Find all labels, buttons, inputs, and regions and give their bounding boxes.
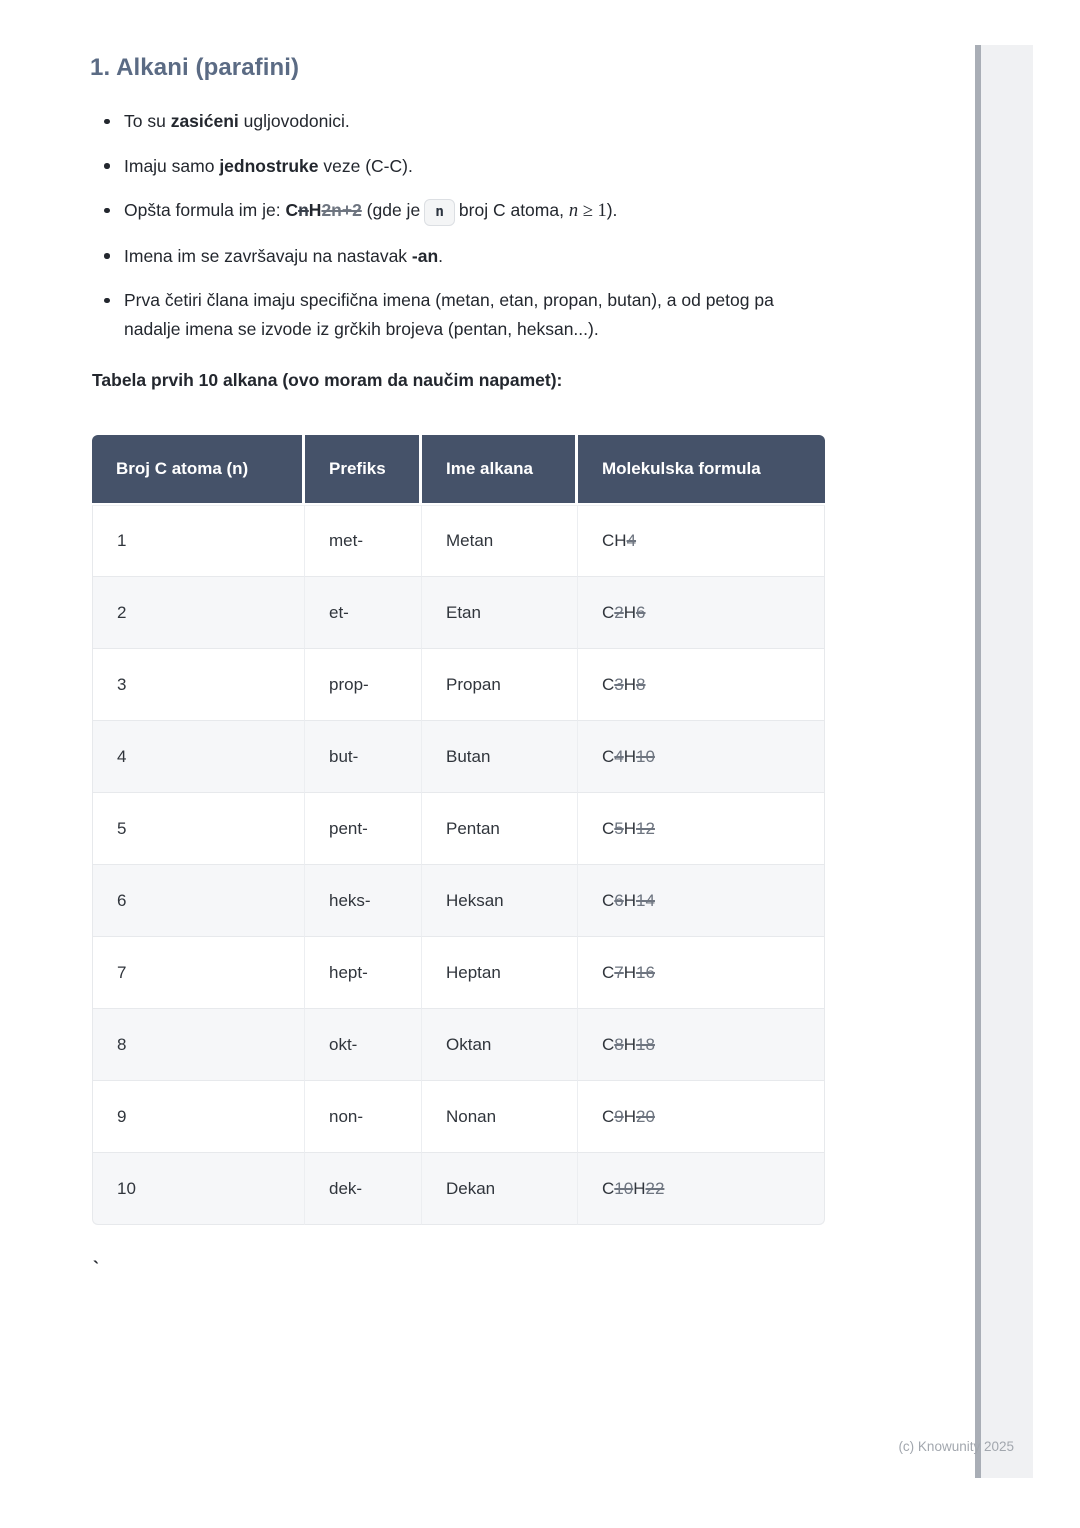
table-row xyxy=(92,1081,825,1153)
header-prefiks: Prefiks xyxy=(305,435,422,505)
formula-subscript-struck: 8 xyxy=(636,674,646,694)
text-segment-normal: ). xyxy=(606,200,618,220)
formula-element: H xyxy=(623,818,637,838)
page-title: 1. Alkani (parafini) xyxy=(90,54,300,81)
formula-element: C xyxy=(602,602,615,622)
formula-element: H xyxy=(623,890,637,910)
cell-prefiks: pent- xyxy=(305,793,422,865)
text-segment-normal: To su xyxy=(124,111,171,131)
formula-subscript-struck: 3 xyxy=(614,674,624,694)
text-segment-normal: (gde je xyxy=(361,200,421,220)
formula-element: H xyxy=(623,1034,637,1054)
formula-subscript-struck: 10 xyxy=(614,1178,634,1198)
formula-element: C xyxy=(602,1178,615,1198)
cell-molekulska-formula xyxy=(578,1009,825,1081)
text-segment-normal: veze (C-C). xyxy=(318,155,413,176)
formula-subscript-struck: 16 xyxy=(636,962,655,982)
copyright-text: (c) Knowunity 2025 xyxy=(898,1439,1014,1454)
list-item xyxy=(103,107,815,136)
cell-broj-c-atoma: 3 xyxy=(92,649,305,721)
formula-element: H xyxy=(623,1106,637,1126)
alkanes-table xyxy=(92,435,825,1225)
formula-element: H xyxy=(623,602,637,622)
text-segment-normal: Prva četiri člana imaju specifična imena (metan, etan, propan, butan), a od petog pa nadalje imena se izvode iz grčkih brojeva (pentan, heksan...). xyxy=(124,290,774,339)
text-segment-bold-strike: n xyxy=(298,200,309,220)
text-segment-normal: . xyxy=(438,245,444,266)
cell-prefiks: et- xyxy=(305,577,422,649)
formula-element: H xyxy=(623,674,637,694)
header-broj-c-atoma: Broj C atoma (n) xyxy=(92,435,305,505)
cell-broj-c-atoma: 6 xyxy=(92,865,305,937)
text-segment-bold: H xyxy=(308,200,322,220)
cell-ime-alkana: Pentan xyxy=(422,793,578,865)
stray-backtick: ` xyxy=(93,1258,99,1278)
text-segment-normal: Imena im se završavaju na nastavak xyxy=(124,245,412,266)
scrollbar-thumb[interactable] xyxy=(975,45,981,1478)
cell-ime-alkana: Oktan xyxy=(422,1009,578,1081)
cell-molekulska-formula xyxy=(578,649,825,721)
formula-subscript-struck: 22 xyxy=(645,1178,665,1198)
cell-broj-c-atoma: 2 xyxy=(92,577,305,649)
formula-subscript-struck: 2 xyxy=(614,602,624,622)
formula-element: C xyxy=(602,818,615,838)
cell-prefiks: okt- xyxy=(305,1009,422,1081)
bullet-list xyxy=(103,107,815,360)
text-segment-normal: ugljovodonici. xyxy=(238,111,350,131)
formula-element: H xyxy=(633,1178,646,1198)
cell-molekulska-formula xyxy=(578,865,825,937)
cell-ime-alkana: Metan xyxy=(422,505,578,577)
text-segment-code: n xyxy=(424,199,455,226)
header-molekulska-formula: Molekulska formula xyxy=(578,435,825,505)
text-segment-math-var: n xyxy=(568,201,579,221)
formula-element: H xyxy=(623,962,637,982)
cell-broj-c-atoma: 5 xyxy=(92,793,305,865)
header-ime-alkana: Ime alkana xyxy=(422,435,578,505)
cell-ime-alkana: Dekan xyxy=(422,1153,578,1225)
cell-molekulska-formula xyxy=(578,937,825,1009)
cell-broj-c-atoma: 7 xyxy=(92,937,305,1009)
cell-molekulska-formula xyxy=(578,793,825,865)
text-segment-normal: broj C atoma, xyxy=(458,200,569,220)
cell-molekulska-formula xyxy=(578,577,825,649)
cell-prefiks: dek- xyxy=(305,1153,422,1225)
cell-ime-alkana: Heptan xyxy=(422,937,578,1009)
formula-subscript-struck: 14 xyxy=(636,890,655,910)
cell-prefiks: prop- xyxy=(305,649,422,721)
table-row xyxy=(92,721,825,793)
formula-subscript-struck: 20 xyxy=(636,1106,655,1126)
formula-subscript-struck: 12 xyxy=(636,818,655,838)
formula-element: C xyxy=(602,890,615,910)
formula-element: C xyxy=(602,1106,615,1126)
cell-prefiks: but- xyxy=(305,721,422,793)
list-item xyxy=(103,196,815,226)
table-body xyxy=(92,505,825,1225)
formula-element: C xyxy=(602,1034,615,1054)
text-segment-bold: zasićeni xyxy=(170,111,239,131)
cell-broj-c-atoma: 8 xyxy=(92,1009,305,1081)
formula-subscript-struck: 10 xyxy=(636,746,655,766)
cell-ime-alkana: Nonan xyxy=(422,1081,578,1153)
table-row xyxy=(92,937,825,1009)
scrollbar-track[interactable] xyxy=(981,45,1033,1478)
formula-subscript-struck: 4 xyxy=(614,746,624,766)
cell-ime-alkana: Etan xyxy=(422,577,578,649)
table-row xyxy=(92,649,825,721)
formula-subscript-struck: 6 xyxy=(614,890,624,910)
table-row xyxy=(92,1009,825,1081)
cell-broj-c-atoma: 4 xyxy=(92,721,305,793)
formula-subscript-struck: 7 xyxy=(614,962,624,982)
cell-ime-alkana: Heksan xyxy=(422,865,578,937)
cell-ime-alkana: Butan xyxy=(422,721,578,793)
table-row xyxy=(92,1153,825,1225)
cell-prefiks: met- xyxy=(305,505,422,577)
cell-broj-c-atoma: 1 xyxy=(92,505,305,577)
formula-element: C xyxy=(602,962,615,982)
text-segment-normal: Opšta formula im je: xyxy=(124,200,286,220)
table-title: Tabela prvih 10 alkana (ovo moram da naučim napamet): xyxy=(92,370,563,390)
cell-molekulska-formula xyxy=(578,721,825,793)
text-segment-math: ≥ 1 xyxy=(578,201,607,221)
table-row xyxy=(92,793,825,865)
text-segment-bold: jednostruke xyxy=(219,155,319,176)
formula-subscript-struck: 5 xyxy=(614,818,624,838)
cell-prefiks: non- xyxy=(305,1081,422,1153)
list-item xyxy=(103,242,815,271)
formula-element: CH xyxy=(602,531,627,550)
text-segment-bold: C xyxy=(285,200,299,220)
table-row xyxy=(92,505,825,577)
table-header-row xyxy=(92,435,825,505)
text-segment-gray-strike: 2n+2 xyxy=(321,200,362,220)
cell-broj-c-atoma: 10 xyxy=(92,1153,305,1225)
formula-subscript-struck: 18 xyxy=(636,1034,655,1054)
cell-prefiks: heks- xyxy=(305,865,422,937)
text-segment-bold: -an xyxy=(411,245,439,266)
formula-element: H xyxy=(623,746,637,766)
formula-element: C xyxy=(602,674,615,694)
formula-subscript-struck: 6 xyxy=(636,602,646,622)
cell-molekulska-formula xyxy=(578,1081,825,1153)
list-item xyxy=(103,152,815,181)
text-segment-normal: Imaju samo xyxy=(124,155,220,176)
formula-subscript-struck: 9 xyxy=(614,1106,624,1126)
cell-ime-alkana: Propan xyxy=(422,649,578,721)
cell-prefiks: hept- xyxy=(305,937,422,1009)
formula-subscript-struck: 4 xyxy=(626,531,637,550)
cell-broj-c-atoma: 9 xyxy=(92,1081,305,1153)
list-item xyxy=(103,286,815,344)
cell-molekulska-formula xyxy=(578,505,825,577)
table-row xyxy=(92,577,825,649)
formula-subscript-struck: 8 xyxy=(614,1034,624,1054)
table-row xyxy=(92,865,825,937)
formula-element: C xyxy=(602,746,615,766)
cell-molekulska-formula xyxy=(578,1153,825,1225)
